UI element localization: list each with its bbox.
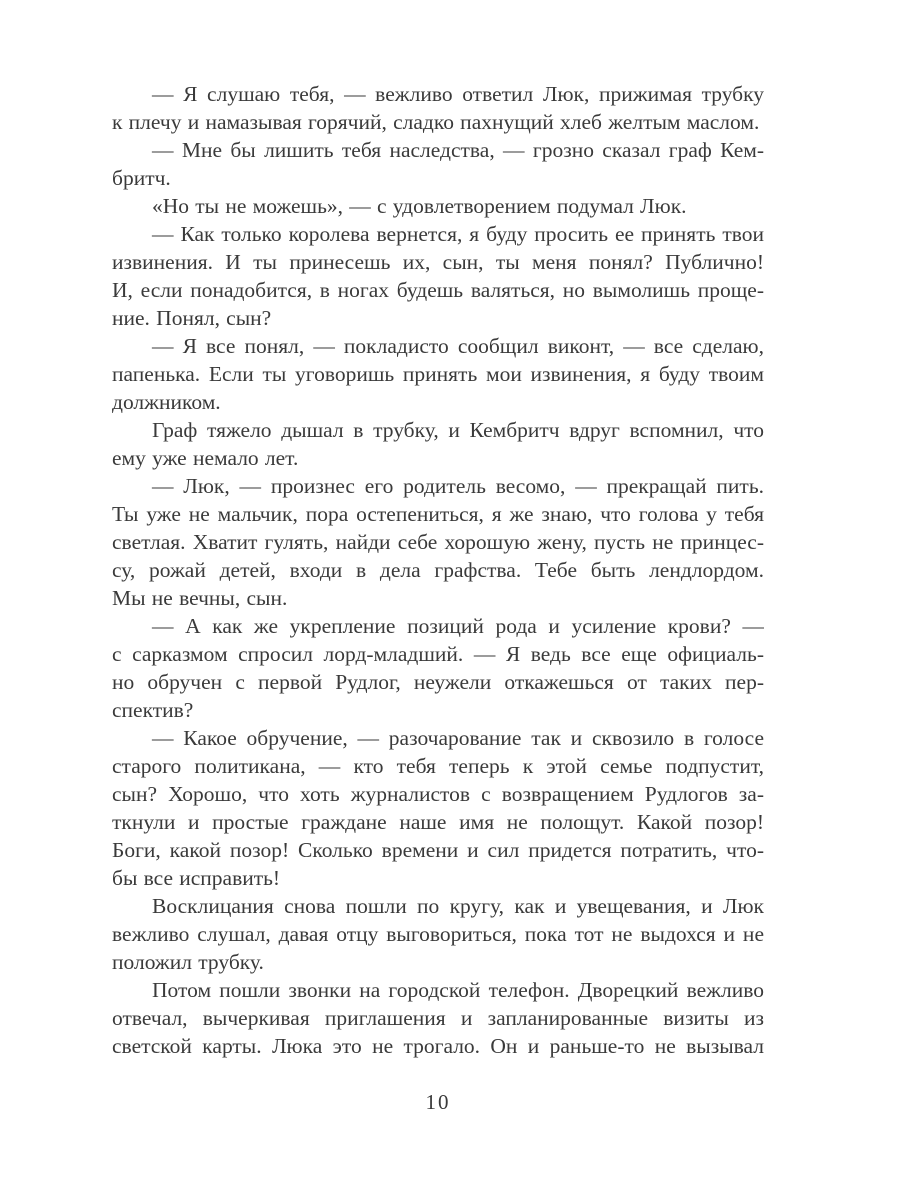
- text-line: Боги, какой позор! Сколько времени и сил придется потратить, что-: [112, 838, 764, 862]
- text-line: но обручен с первой Рудлог, неужели откажешься от таких пер-: [112, 670, 764, 694]
- text-line: су, рожай детей, входи в дела графства. Тебе быть лендлордом.: [112, 558, 764, 582]
- text-line: папенька. Если ты уговоришь принять мои извинения, я буду твоим: [112, 362, 764, 386]
- text-line: И, если понадобится, в ногах будешь валяться, но вымолишь проще-: [112, 278, 764, 302]
- text-line: извинения. И ты принесешь их, сын, ты меня понял? Публично!: [112, 250, 764, 274]
- text-line: положил трубку.: [112, 950, 264, 974]
- text-line: ние. Понял, сын?: [112, 306, 272, 330]
- text-line: сын? Хорошо, что хоть журналистов с возвращением Рудлогов за-: [112, 782, 764, 806]
- text-line: — Мне бы лишить тебя наследства, — грозно сказал граф Кем-: [152, 138, 764, 162]
- text-line: старого политикана, — кто тебя теперь к этой семье подпустит,: [112, 754, 764, 778]
- text-line: вежливо слушал, давая отцу выговориться, пока тот не выдохся и не: [112, 922, 764, 946]
- page-text: [112, 80, 764, 1060]
- text-line: — Люк, — произнес его родитель весомо, — прекращай пить.: [152, 474, 764, 498]
- text-line: Ты уже не мальчик, пора остепениться, я же знаю, что голова у тебя: [112, 502, 764, 526]
- page-number: 10: [425, 1090, 451, 1114]
- text-line: ткнули и простые граждане наше имя не полощут. Какой позор!: [112, 810, 764, 834]
- text-line: к плечу и намазывая горячий, сладко пахнущий хлеб желтым маслом.: [112, 110, 760, 134]
- text-line: Потом пошли звонки на городской телефон. Дворецкий вежливо: [152, 978, 764, 1002]
- text-line: — Я слушаю тебя, — вежливо ответил Люк, прижимая трубку: [152, 82, 764, 106]
- text-line: — Как только королева вернется, я буду просить ее принять твои: [152, 222, 764, 246]
- text-line: светлая. Хватит гулять, найди себе хорошую жену, пусть не принцес-: [112, 530, 764, 554]
- text-line: Мы не вечны, сын.: [112, 586, 288, 610]
- text-line: должником.: [112, 390, 221, 414]
- text-line: — Какое обручение, — разочарование так и сквозило в голосе: [152, 726, 764, 750]
- text-line: — А как же укрепление позиций рода и усиление крови? —: [152, 614, 764, 638]
- text-line: бритч.: [112, 166, 171, 190]
- text-line: — Я все понял, — покладисто сообщил виконт, — все сделаю,: [152, 334, 764, 358]
- text-line: отвечал, вычеркивая приглашения и запланированные визиты из: [112, 1006, 764, 1030]
- text-line: с сарказмом спросил лорд-младший. — Я ведь все еще официаль-: [112, 642, 764, 666]
- text-line: бы все исправить!: [112, 866, 281, 890]
- text-line: ему уже немало лет.: [112, 446, 299, 470]
- text-line: Восклицания снова пошли по кругу, как и увещевания, и Люк: [152, 894, 764, 918]
- text-line: светской карты. Люка это не трогало. Он и раньше-то не вызывал: [112, 1034, 764, 1058]
- text-line: спектив?: [112, 698, 194, 722]
- text-line: «Но ты не можешь», — с удовлетворением подумал Люк.: [152, 194, 687, 218]
- text-line: Граф тяжело дышал в трубку, и Кембритч вдруг вспомнил, что: [152, 418, 764, 442]
